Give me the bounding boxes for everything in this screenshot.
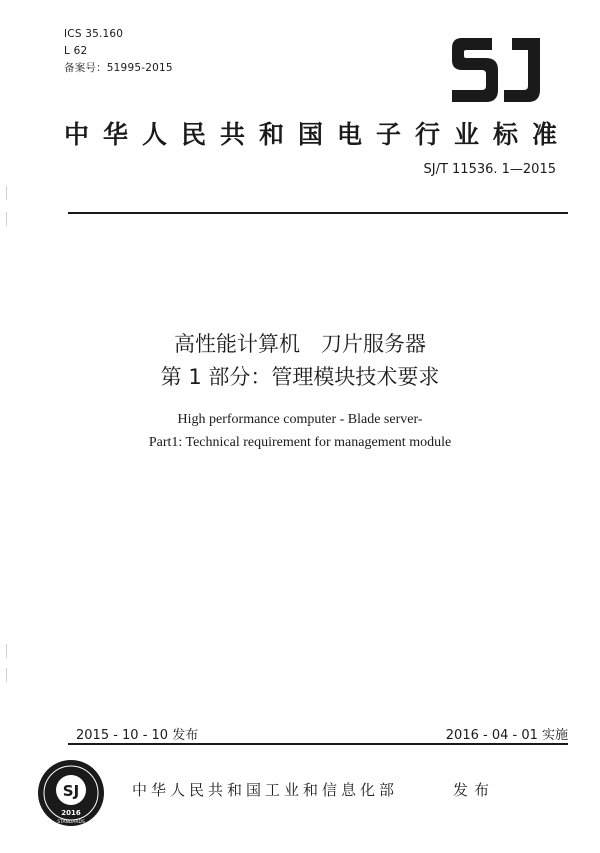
document-title-english: [0, 408, 600, 454]
issue-date: 2015 - 10 - 10 发布: [76, 728, 199, 743]
scan-artifact: [6, 644, 13, 658]
sj-logo: [448, 30, 544, 110]
title-zh-line-2: 第 1 部分：管理模块技术要求: [160, 365, 440, 389]
publish-label: 发布: [453, 781, 496, 799]
document-title-chinese: [0, 328, 600, 394]
scan-artifact: [6, 212, 13, 226]
title-zh-line-1: 高性能计算机 刀片服务器: [174, 332, 426, 356]
title-en-line-2: Part1: Technical requirement for management module: [148, 435, 452, 450]
svg-text:2016: 2016: [61, 809, 81, 817]
svg-text:STANDARDS: STANDARDS: [57, 820, 85, 825]
standard-code: SJ/T 11536. 1—2015: [423, 162, 556, 177]
ccs-code: L 62: [64, 45, 88, 57]
svg-text:SJ: SJ: [62, 782, 80, 800]
bottom-divider: [68, 743, 568, 745]
title-en-line-1: High performance computer - Blade server-: [177, 412, 423, 427]
implementation-date: 2016 - 04 - 01 实施: [445, 728, 568, 743]
sj-seal-icon: [36, 758, 106, 828]
ics-code: ICS 35.160: [64, 28, 124, 40]
scan-artifact: [6, 186, 13, 200]
top-divider: [68, 212, 568, 214]
classification-block: [64, 26, 173, 77]
scan-artifact: [6, 668, 13, 682]
filing-number: 备案号：51995-2015: [64, 62, 173, 74]
standard-title: 中华人民共和国电子行业标准: [64, 120, 572, 149]
publisher-name: 中华人民共和国工业和信息化部: [132, 781, 399, 799]
